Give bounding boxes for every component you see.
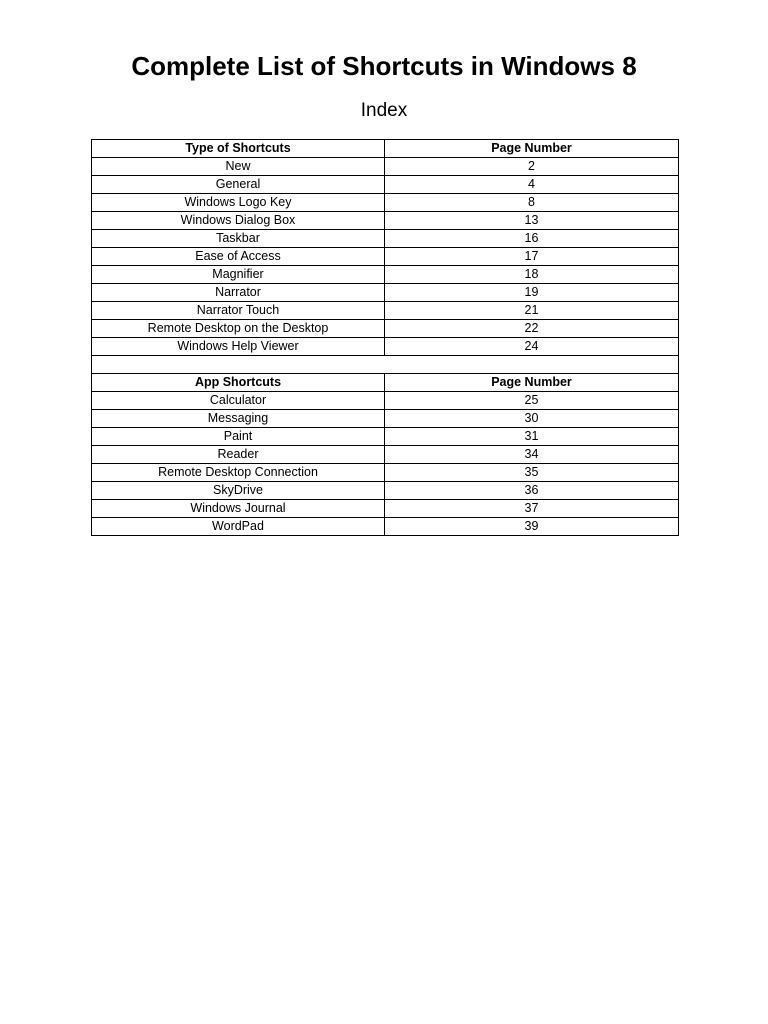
table-row xyxy=(92,392,679,410)
page-number-cell: 22 xyxy=(385,320,679,338)
page-number-cell: 16 xyxy=(385,230,679,248)
shortcut-category-cell: Calculator xyxy=(92,392,385,410)
page-number-cell: 24 xyxy=(385,338,679,356)
page-number-cell: 18 xyxy=(385,266,679,284)
document-title: Complete List of Shortcuts in Windows 8 xyxy=(131,51,637,81)
shortcut-category-cell: WordPad xyxy=(92,518,385,536)
column-header-page-number: Page Number xyxy=(385,140,679,158)
page-number-cell: 17 xyxy=(385,248,679,266)
page-number-cell: 39 xyxy=(385,518,679,536)
shortcut-category-cell: Windows Journal xyxy=(92,500,385,518)
column-header-shortcut-type: App Shortcuts xyxy=(92,374,385,392)
shortcut-category-cell: General xyxy=(92,176,385,194)
shortcut-category-cell: Taskbar xyxy=(92,230,385,248)
page-number-cell: 31 xyxy=(385,428,679,446)
page-number-cell: 13 xyxy=(385,212,679,230)
page-number-cell: 4 xyxy=(385,176,679,194)
table-row xyxy=(92,410,679,428)
shortcut-category-cell: Ease of Access xyxy=(92,248,385,266)
page-number-cell: 35 xyxy=(385,464,679,482)
shortcut-category-cell: Windows Dialog Box xyxy=(92,212,385,230)
spacer-cell xyxy=(92,356,679,374)
table-row xyxy=(92,176,679,194)
shortcut-category-cell: Magnifier xyxy=(92,266,385,284)
table-row xyxy=(92,428,679,446)
page-number-cell: 34 xyxy=(385,446,679,464)
column-header-shortcut-type: Type of Shortcuts xyxy=(92,140,385,158)
table-row xyxy=(92,500,679,518)
table-row xyxy=(92,212,679,230)
table-row xyxy=(92,446,679,464)
page-number-cell: 2 xyxy=(385,158,679,176)
shortcut-category-cell: Paint xyxy=(92,428,385,446)
shortcut-category-cell: New xyxy=(92,158,385,176)
page-number-cell: 37 xyxy=(385,500,679,518)
shortcut-category-cell: Narrator Touch xyxy=(92,302,385,320)
index-heading: Index xyxy=(360,100,408,121)
shortcut-category-cell: Remote Desktop Connection xyxy=(92,464,385,482)
shortcut-category-cell: Messaging xyxy=(92,410,385,428)
page-number-cell: 25 xyxy=(385,392,679,410)
table-row xyxy=(92,464,679,482)
table-row xyxy=(92,284,679,302)
table-row xyxy=(92,194,679,212)
page-number-cell: 21 xyxy=(385,302,679,320)
page-number-cell: 30 xyxy=(385,410,679,428)
shortcut-category-cell: SkyDrive xyxy=(92,482,385,500)
table-row xyxy=(92,518,679,536)
shortcut-category-cell: Windows Help Viewer xyxy=(92,338,385,356)
table-row xyxy=(92,320,679,338)
table-row xyxy=(92,158,679,176)
table-header-row xyxy=(92,374,679,392)
table-row xyxy=(92,302,679,320)
table-row xyxy=(92,248,679,266)
page-number-cell: 36 xyxy=(385,482,679,500)
shortcut-category-cell: Reader xyxy=(92,446,385,464)
table-row xyxy=(92,338,679,356)
shortcut-category-cell: Windows Logo Key xyxy=(92,194,385,212)
page-number-cell: 8 xyxy=(385,194,679,212)
table-spacer-row xyxy=(92,356,679,374)
table-row xyxy=(92,482,679,500)
index-table xyxy=(91,139,679,536)
table-header-row xyxy=(92,140,679,158)
column-header-page-number: Page Number xyxy=(385,374,679,392)
page-number-cell: 19 xyxy=(385,284,679,302)
table-row xyxy=(92,266,679,284)
table-row xyxy=(92,230,679,248)
shortcut-category-cell: Remote Desktop on the Desktop xyxy=(92,320,385,338)
shortcut-category-cell: Narrator xyxy=(92,284,385,302)
